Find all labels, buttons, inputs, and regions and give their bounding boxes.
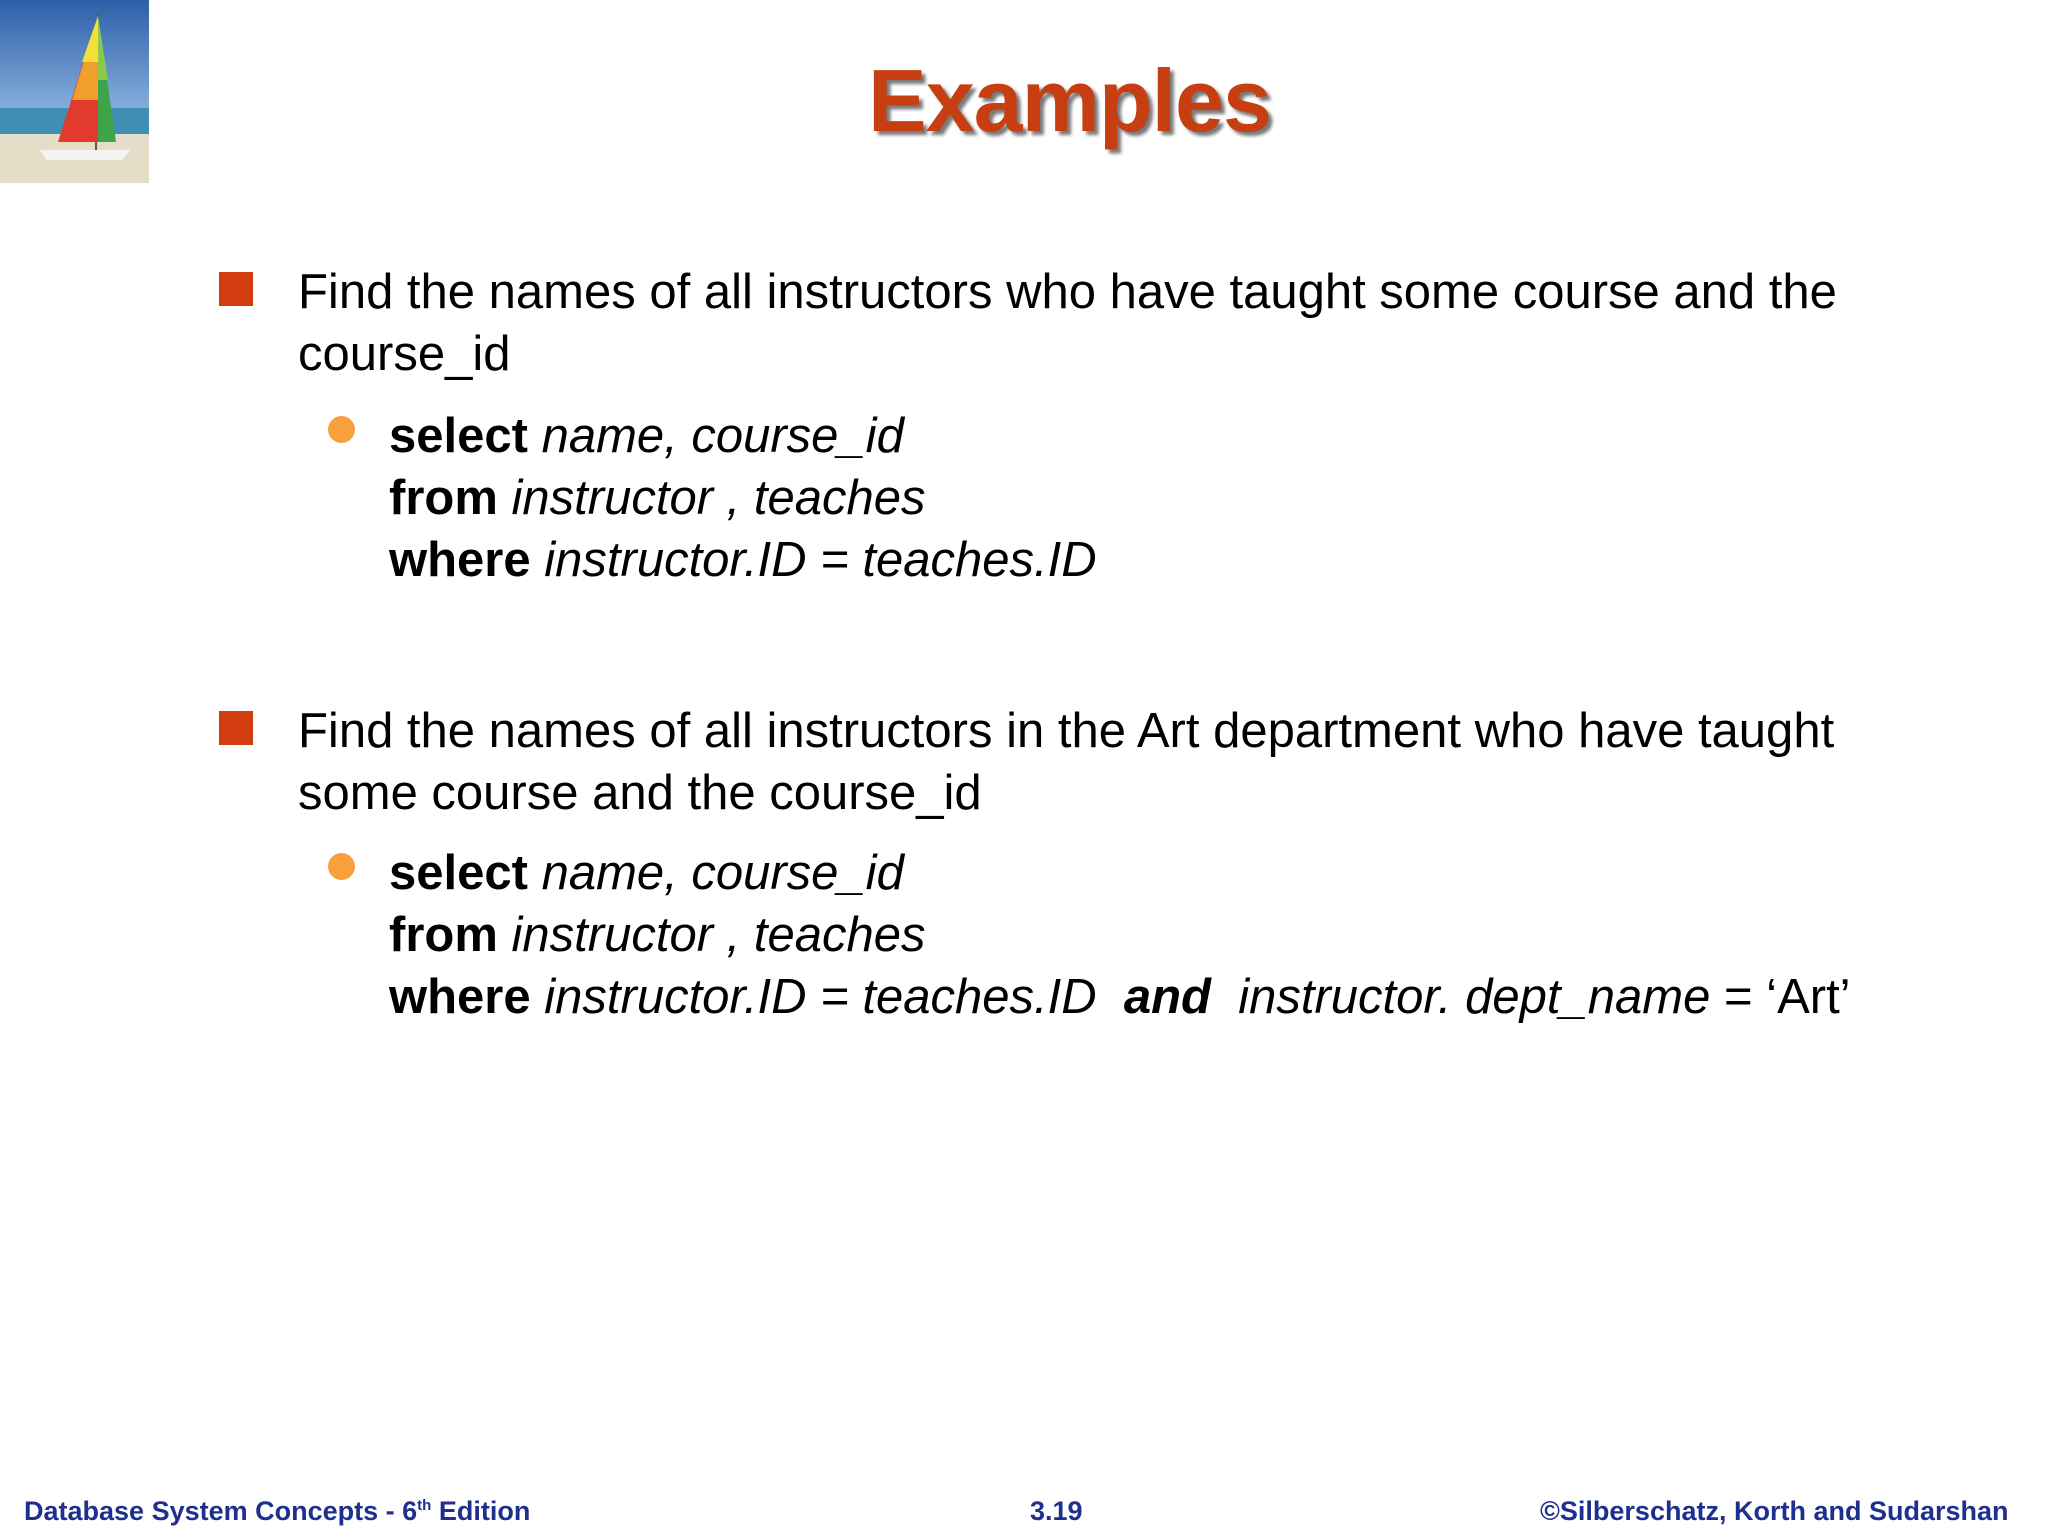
page-number: 3.19 <box>1030 1496 1083 1526</box>
bullet-text-1 <box>298 261 1978 385</box>
footer-edition-superscript: th <box>417 1497 432 1514</box>
select-columns: name, course_id <box>541 409 904 463</box>
slide-title: Examples <box>868 51 1271 150</box>
keyword-where: where <box>389 970 531 1024</box>
bullet-text-2 <box>298 700 1978 824</box>
sailboat-logo-icon <box>0 0 149 183</box>
bullet-text-line: Find the names of all instructors in the Art department who have taught <box>298 704 1835 758</box>
footer-book-title <box>24 1496 530 1527</box>
bullet-text-line: course_id <box>298 327 511 381</box>
keyword-select: select <box>389 846 528 900</box>
from-tables: instructor , teaches <box>511 471 926 525</box>
round-bullet-icon <box>328 416 355 443</box>
where-clause <box>389 529 1097 591</box>
select-columns: name, course_id <box>541 846 904 900</box>
where-condition: instructor.ID = teaches.ID <box>544 533 1097 587</box>
where-clause <box>389 966 1851 1028</box>
select-clause <box>389 405 1097 467</box>
round-bullet-icon <box>328 853 355 880</box>
footer-copyright: ©Silberschatz, Korth and Sudarshan <box>1540 1496 2009 1526</box>
keyword-select: select <box>389 409 528 463</box>
keyword-where: where <box>389 533 531 587</box>
square-bullet-icon <box>219 272 253 306</box>
square-bullet-icon <box>219 711 253 745</box>
sql-query-1 <box>389 405 1097 591</box>
bullet-text-line: Find the names of all instructors who have taught some course and the <box>298 265 1837 319</box>
keyword-from: from <box>389 471 498 525</box>
keyword-from: from <box>389 908 498 962</box>
and-condition: instructor. dept_name <box>1238 970 1711 1024</box>
sql-query-2 <box>389 842 1851 1028</box>
keyword-and: and <box>1123 970 1211 1024</box>
and-value: = ‘Art’ <box>1723 970 1851 1024</box>
from-clause <box>389 904 1851 966</box>
from-clause <box>389 467 1097 529</box>
footer-book-title-text: Database System Concepts - 6 <box>24 1496 418 1526</box>
bullet-text-line: some course and the course_id <box>298 766 982 820</box>
footer-edition-text: Edition <box>431 1496 531 1526</box>
where-condition: instructor.ID = teaches.ID <box>544 970 1097 1024</box>
select-clause <box>389 842 1851 904</box>
from-tables: instructor , teaches <box>511 908 926 962</box>
